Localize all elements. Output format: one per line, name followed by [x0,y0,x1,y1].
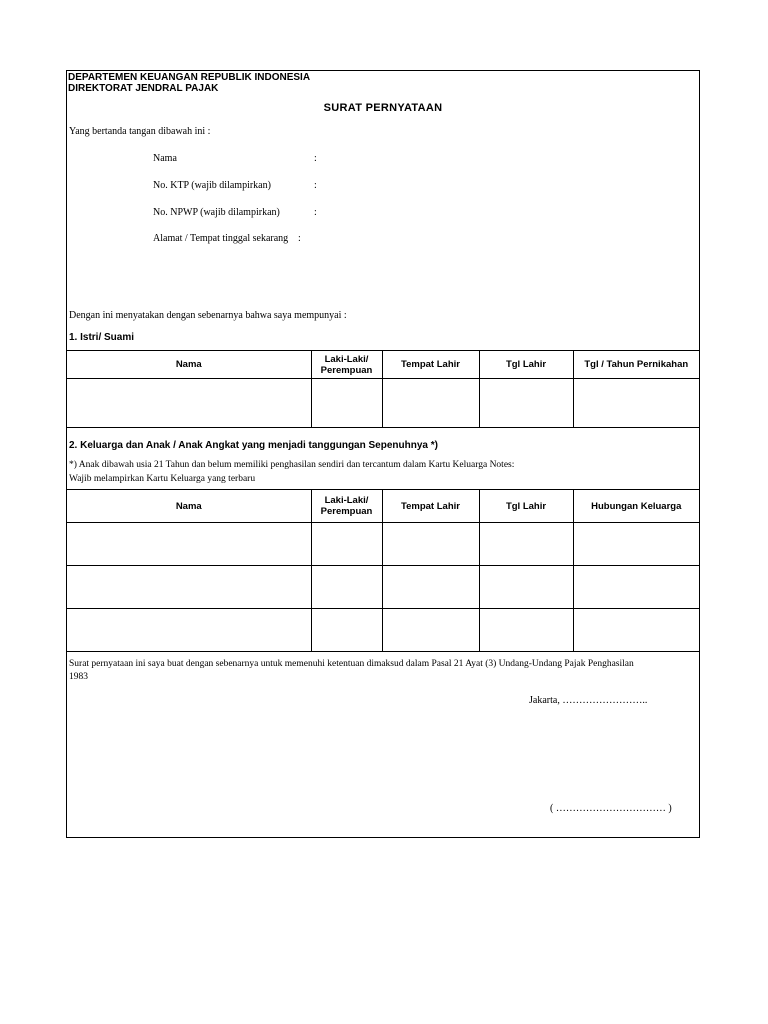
col-hubungan-keluarga: Hubungan Keluarga [573,490,699,523]
header-directorate: DIREKTORAT JENDRAL PAJAK [68,83,219,94]
cell-tgl-lahir[interactable] [479,609,573,652]
cell-gender[interactable] [311,523,382,566]
field-label-nama: Nama [153,153,177,164]
signature-line: ( …………………………… ) [550,803,672,814]
section2-title: 2. Keluarga dan Anak / Anak Angkat yang menjadi tanggungan Sepenuhnya *) [69,440,438,451]
cell-gender[interactable] [311,566,382,609]
spouse-table-header [67,351,699,379]
cell-nama[interactable] [67,379,311,428]
spouse-table [67,350,699,428]
statement-form [66,70,700,838]
col-nama: Nama [67,351,311,379]
closing-line1: Surat pernyataan ini saya buat dengan sebenarnya untuk memenuhi ketentuan dimaksud dalam Pasal 21 Ayat (3) Undang-Undang Pajak Penghasilan [69,659,634,669]
col-tempat-lahir: Tempat Lahir [382,351,479,379]
cell-hubungan-keluarga[interactable] [573,566,699,609]
header-department: DEPARTEMEN KEUANGAN REPUBLIK INDONESIA [68,72,311,83]
cell-nama[interactable] [67,609,311,652]
cell-tgl-lahir[interactable] [479,566,573,609]
statement-text: Dengan ini menyatakan dengan sebenarnya bahwa saya mempunyai : [69,310,347,321]
col-gender-line1: Laki-Laki/ [324,495,369,506]
intro-text: Yang bertanda tangan dibawah ini : [69,126,211,137]
col-gender-line2: Perempuan [320,364,373,376]
form-title: SURAT PERNYATAAN [323,102,443,114]
table-row [67,523,699,566]
col-tgl-pernikahan: Tgl / Tahun Pernikahan [573,351,699,379]
col-tgl-lahir: Tgl Lahir [479,351,573,379]
closing-line2: 1983 [69,672,88,682]
cell-nama[interactable] [67,566,311,609]
col-tgl-lahir: Tgl Lahir [479,490,573,523]
cell-hubungan-keluarga[interactable] [573,609,699,652]
cell-tgl-lahir[interactable] [479,523,573,566]
section2-note2: Wajib melampirkan Kartu Keluarga yang terbaru [69,474,256,484]
field-label-ktp: No. KTP (wajib dilampirkan) [153,180,271,191]
cell-tempat-lahir[interactable] [382,609,479,652]
col-tempat-lahir: Tempat Lahir [382,490,479,523]
cell-tempat-lahir[interactable] [382,379,479,428]
field-colon-ktp: : [314,180,317,191]
cell-gender[interactable] [311,379,382,428]
family-table [67,489,699,652]
table-row [67,379,699,428]
field-colon-alamat: : [298,233,301,244]
field-colon-nama: : [314,153,317,164]
field-label-alamat: Alamat / Tempat tinggal sekarang [153,233,289,244]
table-row [67,609,699,652]
col-gender [311,351,382,379]
col-gender-line1: Laki-Laki/ [324,353,369,365]
cell-tempat-lahir[interactable] [382,523,479,566]
cell-tempat-lahir[interactable] [382,566,479,609]
col-gender-line2: Perempuan [320,506,373,517]
section2-note1: *) Anak dibawah usia 21 Tahun dan belum memiliki penghasilan sendiri dan tercantum dalam Kartu Keluarga Notes: [69,460,515,470]
col-gender [311,490,382,523]
cell-tgl-lahir[interactable] [479,379,573,428]
cell-hubungan-keluarga[interactable] [573,523,699,566]
cell-tgl-pernikahan[interactable] [573,379,699,428]
field-colon-npwp: : [314,207,317,218]
family-table-header [67,490,699,523]
table-row [67,566,699,609]
field-label-npwp: No. NPWP (wajib dilampirkan) [153,207,280,218]
cell-nama[interactable] [67,523,311,566]
place-date: Jakarta, …………………….. [529,695,648,706]
cell-gender[interactable] [311,609,382,652]
col-nama: Nama [67,490,311,523]
section1-title: 1. Istri/ Suami [69,332,135,343]
